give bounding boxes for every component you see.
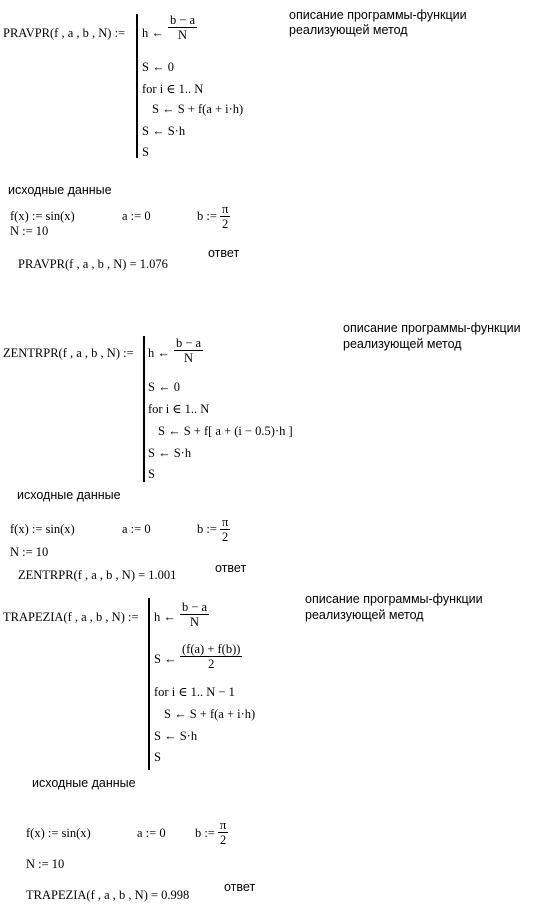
h-assign: h ← bbox=[154, 610, 176, 624]
b-fraction bbox=[218, 818, 228, 847]
h-assign: h ← bbox=[148, 346, 170, 360]
h-fraction bbox=[180, 600, 209, 629]
program-bar bbox=[143, 336, 145, 482]
f-definition[interactable]: f(x) := sin(x) bbox=[26, 826, 91, 840]
h-denominator: N bbox=[178, 28, 188, 42]
loop-body: S ← S + f(a + i·h) bbox=[164, 707, 256, 721]
b-numerator: π bbox=[222, 202, 229, 216]
answer-label: ответ bbox=[215, 561, 247, 575]
input-data-label: исходные данные bbox=[8, 183, 112, 197]
a-definition[interactable]: a := 0 bbox=[122, 522, 151, 536]
s-assign: S ← bbox=[154, 652, 177, 666]
b-denominator: 2 bbox=[220, 833, 227, 847]
s-numerator: (f(a) + f(b)) bbox=[182, 642, 241, 656]
h-fraction bbox=[168, 13, 197, 42]
for-loop: for i ∈ 1.. N bbox=[148, 402, 210, 416]
h-denominator: N bbox=[184, 351, 194, 365]
a-definition[interactable]: a := 0 bbox=[137, 826, 166, 840]
result-expression[interactable]: TRAPEZIA(f , a , b , N) = 0.998 bbox=[26, 888, 190, 902]
for-loop: for i ∈ 1.. N − 1 bbox=[154, 685, 235, 699]
a-definition[interactable]: a := 0 bbox=[122, 209, 151, 223]
n-definition[interactable]: N := 10 bbox=[10, 545, 49, 559]
s-init: S ← 0 bbox=[148, 380, 180, 394]
answer-label: ответ bbox=[208, 246, 240, 260]
s-multiply: S ← S·h bbox=[148, 446, 192, 460]
f-definition[interactable]: f(x) := sin(x) bbox=[10, 209, 75, 223]
description-line-2: реализующей метод bbox=[305, 608, 424, 622]
b-denominator: 2 bbox=[222, 217, 229, 231]
return-s: S bbox=[148, 467, 155, 481]
loop-body: S ← S + f(a + i·h) bbox=[152, 102, 244, 116]
function-definition[interactable]: PRAVPR(f , a , b , N) := bbox=[3, 26, 126, 40]
program-bar bbox=[136, 14, 138, 158]
s-multiply: S ← S·h bbox=[154, 729, 198, 743]
b-denominator: 2 bbox=[222, 530, 229, 544]
b-fraction bbox=[220, 202, 230, 231]
s-multiply: S ← S·h bbox=[142, 124, 186, 138]
return-s: S bbox=[142, 145, 149, 159]
h-numerator: b − a bbox=[170, 13, 196, 27]
h-fraction bbox=[174, 336, 203, 365]
input-data-label: исходные данные bbox=[17, 488, 121, 502]
b-fraction bbox=[220, 515, 230, 544]
h-numerator: b − a bbox=[176, 336, 202, 350]
for-loop: for i ∈ 1.. N bbox=[142, 82, 204, 96]
description-line-1: описание программы-функции bbox=[289, 8, 467, 22]
loop-body: S ← S + f[ a + (i − 0.5)·h ] bbox=[158, 424, 293, 438]
b-definition[interactable]: b := bbox=[195, 826, 215, 840]
n-definition[interactable]: N := 10 bbox=[10, 224, 49, 238]
h-denominator: N bbox=[190, 615, 200, 629]
s-denominator: 2 bbox=[208, 657, 215, 671]
b-numerator: π bbox=[222, 515, 229, 529]
s-fraction bbox=[180, 642, 242, 671]
return-s: S bbox=[154, 750, 161, 764]
f-definition[interactable]: f(x) := sin(x) bbox=[10, 522, 75, 536]
answer-label: ответ bbox=[224, 880, 256, 894]
description-line-2: реализующей метод bbox=[289, 23, 408, 37]
function-definition[interactable]: TRAPEZIA(f , a , b , N) := bbox=[3, 610, 139, 624]
description-line-2: реализующей метод bbox=[343, 337, 462, 351]
b-numerator: π bbox=[220, 818, 227, 832]
b-definition[interactable]: b := bbox=[197, 522, 217, 536]
input-data-label: исходные данные bbox=[32, 776, 136, 790]
function-definition[interactable]: ZENTRPR(f , a , b , N) := bbox=[3, 346, 134, 360]
result-expression[interactable]: ZENTRPR(f , a , b , N) = 1.001 bbox=[18, 568, 177, 582]
result-expression[interactable]: PRAVPR(f , a , b , N) = 1.076 bbox=[18, 257, 168, 271]
b-definition[interactable]: b := bbox=[197, 209, 217, 223]
s-init: S ← 0 bbox=[142, 60, 174, 74]
n-definition[interactable]: N := 10 bbox=[26, 857, 65, 871]
program-bar bbox=[148, 598, 150, 770]
description-line-1: описание программы-функции bbox=[305, 592, 483, 606]
h-numerator: b − a bbox=[182, 600, 208, 614]
description-line-1: описание программы-функции bbox=[343, 321, 521, 335]
h-assign: h ← bbox=[142, 26, 164, 40]
